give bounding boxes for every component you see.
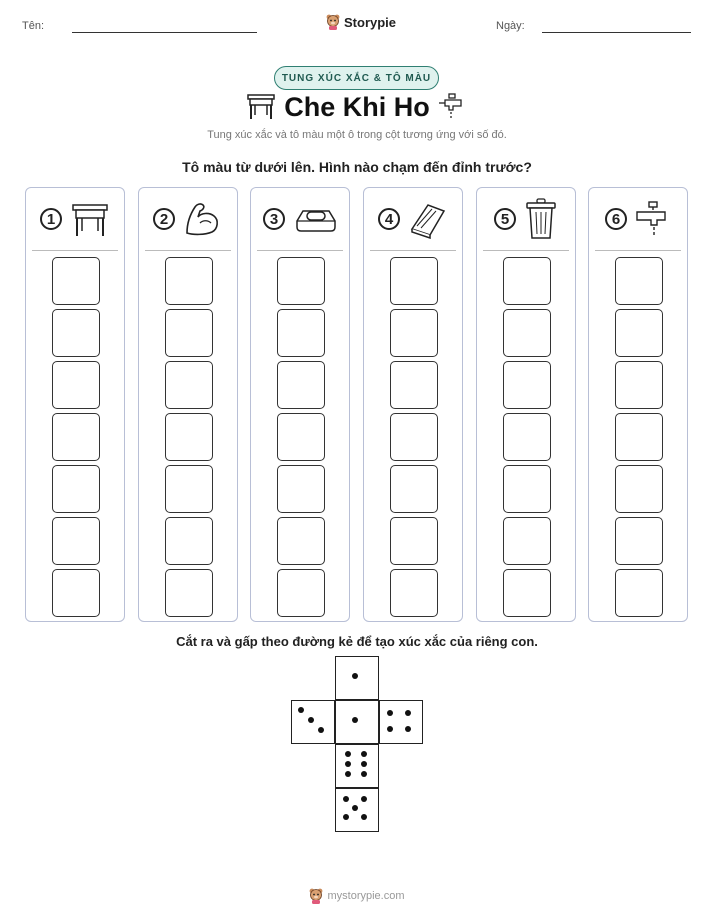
color-cell[interactable] [390, 361, 438, 409]
color-cell[interactable] [277, 361, 325, 409]
column-divider [483, 250, 569, 251]
color-cell[interactable] [503, 309, 551, 357]
dice-pip [387, 710, 393, 716]
column-header [589, 188, 687, 250]
dice-pip [361, 771, 367, 777]
color-cell[interactable] [52, 569, 100, 617]
color-cell[interactable] [390, 257, 438, 305]
color-cell[interactable] [503, 569, 551, 617]
column-number: 4 [378, 208, 400, 230]
soap-icon [293, 199, 337, 239]
brand-logo [326, 14, 396, 30]
column-number: 1 [40, 208, 62, 230]
color-cell[interactable] [165, 465, 213, 513]
name-label: Tên: [22, 20, 45, 32]
column-number: 2 [153, 208, 175, 230]
color-cell[interactable] [165, 413, 213, 461]
color-cell[interactable] [277, 517, 325, 565]
subtitle: Tung xúc xắc và tô màu một ô trong cột tương ứng với số đó. [207, 129, 507, 141]
dice-face-6 [335, 744, 379, 788]
color-cell[interactable] [390, 465, 438, 513]
color-cell[interactable] [165, 309, 213, 357]
dice-face-5 [335, 788, 379, 832]
dice-pip [361, 814, 367, 820]
color-cell[interactable] [52, 413, 100, 461]
column-6 [588, 187, 688, 622]
column-divider [370, 250, 456, 251]
color-cell[interactable] [165, 569, 213, 617]
color-cell[interactable] [615, 569, 663, 617]
dice-pip [352, 805, 358, 811]
cut-instruction: Cắt ra và gấp theo đường kẻ để tạo xúc xắc của riêng con. [176, 634, 538, 649]
color-cell[interactable] [277, 413, 325, 461]
footer-url[interactable]: mystorypie.com [327, 890, 405, 902]
dice-pip [405, 726, 411, 732]
dice-pip [405, 710, 411, 716]
color-cell[interactable] [277, 309, 325, 357]
color-cell[interactable] [52, 465, 100, 513]
color-cell[interactable] [615, 257, 663, 305]
color-cell[interactable] [503, 257, 551, 305]
column-3 [250, 187, 350, 622]
dice-face-1 [335, 656, 379, 700]
color-cell[interactable] [165, 517, 213, 565]
dice-pip [343, 814, 349, 820]
column-header [139, 188, 237, 250]
color-cell[interactable] [390, 413, 438, 461]
color-cell[interactable] [390, 569, 438, 617]
column-number: 5 [494, 208, 516, 230]
dice-face-3 [291, 700, 335, 744]
desk-icon [70, 199, 110, 239]
column-number: 6 [605, 208, 627, 230]
dice-pip [361, 796, 367, 802]
dice-pip [387, 726, 393, 732]
color-cell[interactable] [390, 309, 438, 357]
column-header [251, 188, 349, 250]
color-cell[interactable] [165, 361, 213, 409]
color-cell[interactable] [503, 465, 551, 513]
color-cell[interactable] [277, 465, 325, 513]
dice-pip [352, 673, 358, 679]
color-cell[interactable] [52, 361, 100, 409]
date-line[interactable] [542, 32, 691, 33]
color-cell[interactable] [615, 361, 663, 409]
column-divider [257, 250, 343, 251]
instruction: Tô màu từ dưới lên. Hình nào chạm đến đỉnh trước? [182, 159, 532, 175]
column-2 [138, 187, 238, 622]
date-label: Ngày: [496, 20, 525, 32]
column-4 [363, 187, 463, 622]
dice-pip [298, 707, 304, 713]
activity-badge: TUNG XÚC XẮC & TÔ MÀU [274, 66, 439, 90]
flexed-arm-icon [183, 199, 223, 239]
dice-pip [361, 761, 367, 767]
column-header [26, 188, 124, 250]
column-header [364, 188, 462, 250]
dice-face-4 [379, 700, 423, 744]
column-divider [595, 250, 681, 251]
column-header [477, 188, 575, 250]
color-cell[interactable] [277, 569, 325, 617]
dice-pip [345, 761, 351, 767]
color-cell[interactable] [277, 257, 325, 305]
color-cell[interactable] [615, 517, 663, 565]
dice-pip [361, 751, 367, 757]
color-cell[interactable] [503, 517, 551, 565]
dice-pip [308, 717, 314, 723]
color-cell[interactable] [52, 517, 100, 565]
column-divider [145, 250, 231, 251]
column-1 [25, 187, 125, 622]
column-5 [476, 187, 576, 622]
color-cell[interactable] [390, 517, 438, 565]
dice-pip [352, 717, 358, 723]
color-cell[interactable] [52, 257, 100, 305]
column-divider [32, 250, 118, 251]
dice-net [290, 656, 426, 836]
color-cell[interactable] [615, 309, 663, 357]
dice-pip [343, 796, 349, 802]
color-cell[interactable] [615, 465, 663, 513]
color-cell[interactable] [165, 257, 213, 305]
faucet-icon [437, 93, 467, 119]
bear-mascot-icon [326, 14, 340, 30]
trash-can-icon [524, 198, 558, 240]
brand-name: Storypie [344, 14, 397, 30]
dice-pip [318, 727, 324, 733]
column-number: 3 [263, 208, 285, 230]
dice-pip [345, 751, 351, 757]
color-cell[interactable] [503, 413, 551, 461]
name-line[interactable] [72, 32, 257, 33]
color-cell[interactable] [52, 309, 100, 357]
bear-mascot-icon [309, 888, 323, 904]
color-cell[interactable] [503, 361, 551, 409]
faucet-icon [635, 201, 671, 237]
dice-pip [345, 771, 351, 777]
color-cell[interactable] [615, 413, 663, 461]
page-title: Che Khi Ho [284, 92, 430, 122]
dice-face-1-center [335, 700, 379, 744]
towel-icon [408, 199, 448, 239]
footer [0, 888, 714, 904]
